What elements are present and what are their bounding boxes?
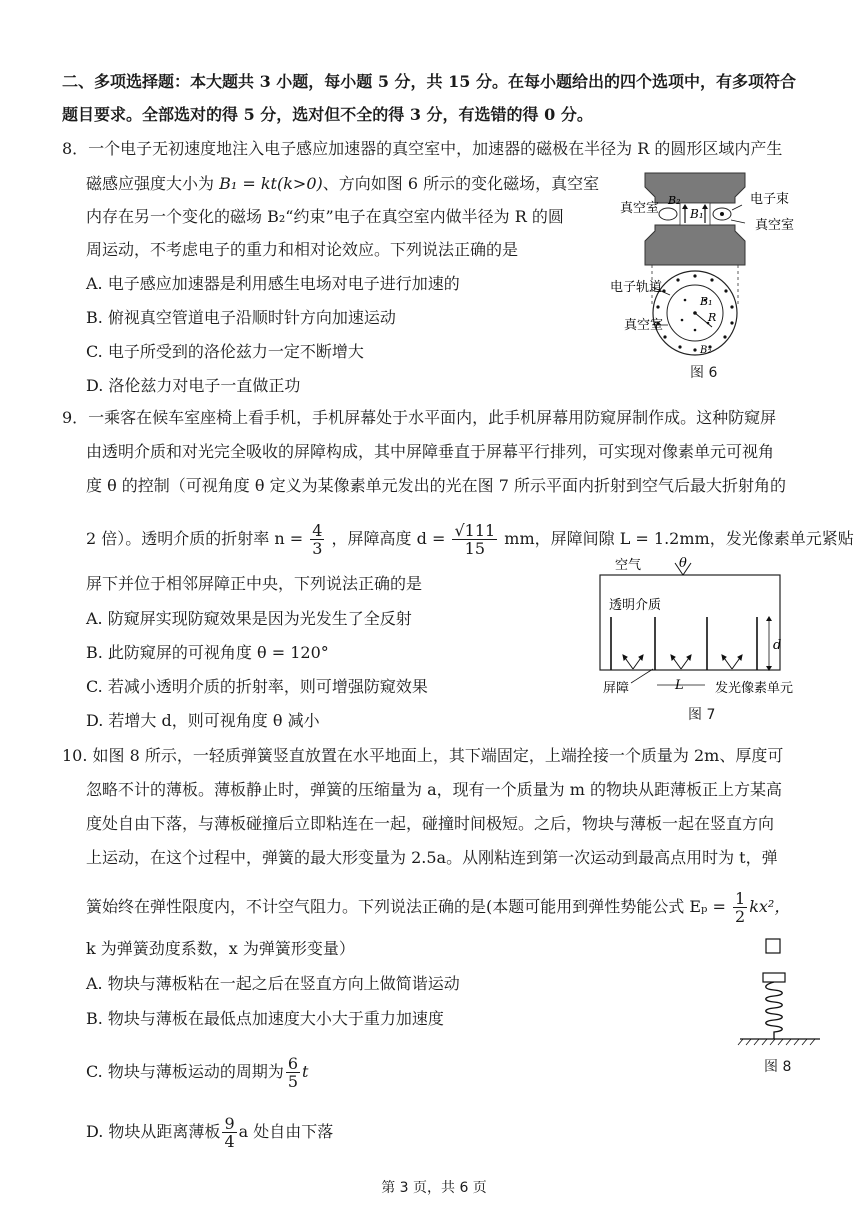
vacuum-chamber-left [659, 208, 677, 220]
q8-line1: 8．一个电子无初速度地注入电子感应加速器的真空室中，加速器的磁极在半径为 R 的圆形区域内产生 [62, 139, 783, 158]
q10-ep-den: 2 [735, 907, 746, 926]
q9-line4-a: 2 倍）。透明介质的折射率 n = [86, 529, 304, 548]
fig7-label-L: L [675, 678, 684, 693]
fig6-label-orbit: 电子轨道 [610, 280, 663, 295]
q9-d-fraction [452, 522, 497, 557]
q10-option-c-fraction [286, 1055, 300, 1090]
q8-b1-formula: B₁ = kt(k>0) [219, 174, 323, 193]
figure-8-diagram [735, 935, 825, 1055]
q8-line4: 周运动，不考虑电子的重力和相对论效应。下列说法正确的是 [86, 240, 519, 259]
q9-option-a[interactable]: A. 防窥屏实现防窥效果是因为光发生了全反射 [86, 609, 412, 628]
figure-6-diagram [600, 165, 830, 375]
page-number: 第 3 页，共 6 页 [381, 1180, 487, 1196]
q10-option-d-post: a 处自由下落 [238, 1122, 334, 1141]
q10-option-c[interactable] [86, 1055, 308, 1090]
q8-option-b[interactable]: B. 俯视真空管道电子沿顺时针方向加速运动 [86, 308, 396, 327]
lower-magnet-pole [645, 225, 745, 265]
q9-n-den: 3 [312, 539, 323, 558]
q9-line5: 屏下并位于相邻屏障正中央，下列说法正确的是 [86, 574, 423, 593]
q10-line1: 10. 如图 8 所示，一轻质弹簧竖直放置在水平地面上，其下端固定，上端拴接一个质量为 2m、厚度可 [62, 746, 784, 765]
q9-line3: 度 θ 的控制（可视角度 θ 定义为某像素单元发出的光在图 7 所示平面内折射到空气后最大折射角的 [86, 476, 786, 495]
fig6-label-b1-gap: B₁ [690, 207, 704, 221]
fig7-label-pixel: 发光像素单元 [715, 681, 794, 696]
upper-magnet-pole [645, 173, 745, 203]
q9-line2: 由透明介质和对光完全吸收的屏障构成，其中屏障垂直于屏幕平行排列，可实现对像素单元可视角 [86, 442, 775, 461]
q10-ep-num: 1 [735, 889, 746, 908]
q9-line4 [86, 522, 854, 557]
q10-c-num: 6 [287, 1054, 299, 1073]
q10-d-den: 4 [224, 1132, 235, 1151]
fig7-label-air: 空气 [615, 558, 642, 573]
q9-d-den: 15 [464, 539, 485, 558]
fig6-label-b2-bottom: B₂ [700, 345, 712, 356]
q10-option-d-pre: D. 物块从距离薄板 [86, 1122, 221, 1141]
q8-option-c[interactable]: C. 电子所受到的洛伦兹力一定不断增大 [86, 342, 364, 361]
thin-plate [763, 973, 785, 982]
fig7-label-barrier: 屏障 [603, 681, 630, 696]
q10-ep-fraction [733, 890, 747, 925]
q10-line5-a: 簧始终在弹性限度内，不计空气阻力。下列说法正确的是(本题可能用到弹性势能公式 Eₚ = [86, 897, 726, 916]
fig7-label-medium: 透明介质 [609, 598, 662, 613]
q8-line2 [86, 172, 599, 196]
q10-line2: 忽略不计的薄板。薄板静止时，弹簧的压缩量为 a，现有一个质量为 m 的物块从距薄板正上方某高 [86, 780, 782, 799]
fig6-label-electron-beam: 电子束 [750, 192, 790, 207]
falling-block [766, 939, 780, 953]
q8-option-a[interactable]: A. 电子感应加速器是利用感生电场对电子进行加速的 [86, 274, 460, 293]
q8-option-d[interactable]: D. 洛伦兹力对电子一直做正功 [86, 376, 301, 395]
q10-line5-b: kx²， [749, 897, 791, 916]
figure-6-caption: 图 6 [690, 365, 718, 381]
q9-n-fraction [310, 522, 324, 557]
q10-d-num: 9 [224, 1114, 235, 1133]
q9-d-num: √111 [454, 521, 496, 540]
q10-option-c-pre: C. 物块与薄板运动的周期为 [86, 1062, 284, 1081]
fig6-label-vacuum-bottom: 真空室 [624, 318, 664, 333]
q8-line2-c: 、方向如图 6 所示的变化磁场，真空室 [322, 174, 600, 193]
q10-line5 [86, 890, 790, 925]
q10-option-b[interactable]: B. 物块与薄板在最低点加速度大小大于重力加速度 [86, 1009, 444, 1028]
q10-line3: 度处自由下落，与薄板碰撞后立即粘连在一起，碰撞时间极短。之后，物块与薄板一起在竖直方向 [86, 814, 775, 833]
q9-n-num: 4 [312, 521, 323, 540]
q10-c-den: 5 [287, 1072, 299, 1091]
q9-option-d[interactable]: D. 若增大 d，则可视角度 θ 减小 [86, 711, 320, 730]
fig6-label-vacuum-right: 真空室 [755, 218, 795, 233]
q10-option-d[interactable] [86, 1115, 333, 1150]
fig7-label-d: d [773, 638, 782, 653]
fig6-label-b1-center: B₁ [700, 295, 713, 308]
q10-option-d-fraction [222, 1115, 236, 1150]
figure-8-caption: 图 8 [764, 1059, 792, 1075]
fig6-label-b2-top: B₂ [668, 194, 681, 207]
q10-option-a[interactable]: A. 物块与薄板粘在一起之后在竖直方向上做简谐运动 [86, 974, 460, 993]
q9-option-c[interactable]: C. 若减小透明介质的折射率，则可增强防窥效果 [86, 677, 428, 696]
fig7-label-theta: θ [679, 556, 687, 571]
q9-option-b[interactable]: B. 此防窥屏的可视角度 θ = 120° [86, 643, 329, 662]
figure-7-diagram [595, 555, 835, 700]
fig6-label-r: R [708, 311, 717, 324]
spring [766, 982, 783, 1039]
section-heading-cont: 题目要求。全部选对的得 5 分，选对但不全的得 3 分，有选错的得 0 分。 [62, 105, 593, 124]
q8-line2-a: 磁感应强度大小为 [86, 174, 220, 193]
q8-line3: 内存在另一个变化的磁场 B₂“约束”电子在真空室内做半径为 R 的圆 [86, 207, 564, 226]
fig6-label-vacuum-left: 真空室 [620, 201, 660, 216]
section-heading: 二、多项选择题：本大题共 3 小题，每小题 5 分，共 15 分。在每小题给出的四个选项中，有多项符合 [62, 72, 796, 91]
q9-line4-c: mm，屏障间隙 L = 1.2mm，发光像素单元紧贴 [504, 529, 854, 548]
q10-option-c-post: t [302, 1062, 309, 1081]
figure-7-caption: 图 7 [688, 707, 716, 723]
q10-line4: 上运动，在这个过程中，弹簧的最大形变量为 2.5a。从刚粘连到第一次运动到最高点用时为 t，弹 [86, 848, 778, 867]
q9-line4-b: ，屏障高度 d = [331, 529, 446, 548]
q10-line6: k 为弹簧劲度系数，x 为弹簧形变量） [86, 939, 355, 958]
q9-line1: 9．一乘客在候车室座椅上看手机，手机屏幕处于水平面内，此手机屏幕用防窥屏制作成。这种防窥屏 [62, 408, 777, 427]
